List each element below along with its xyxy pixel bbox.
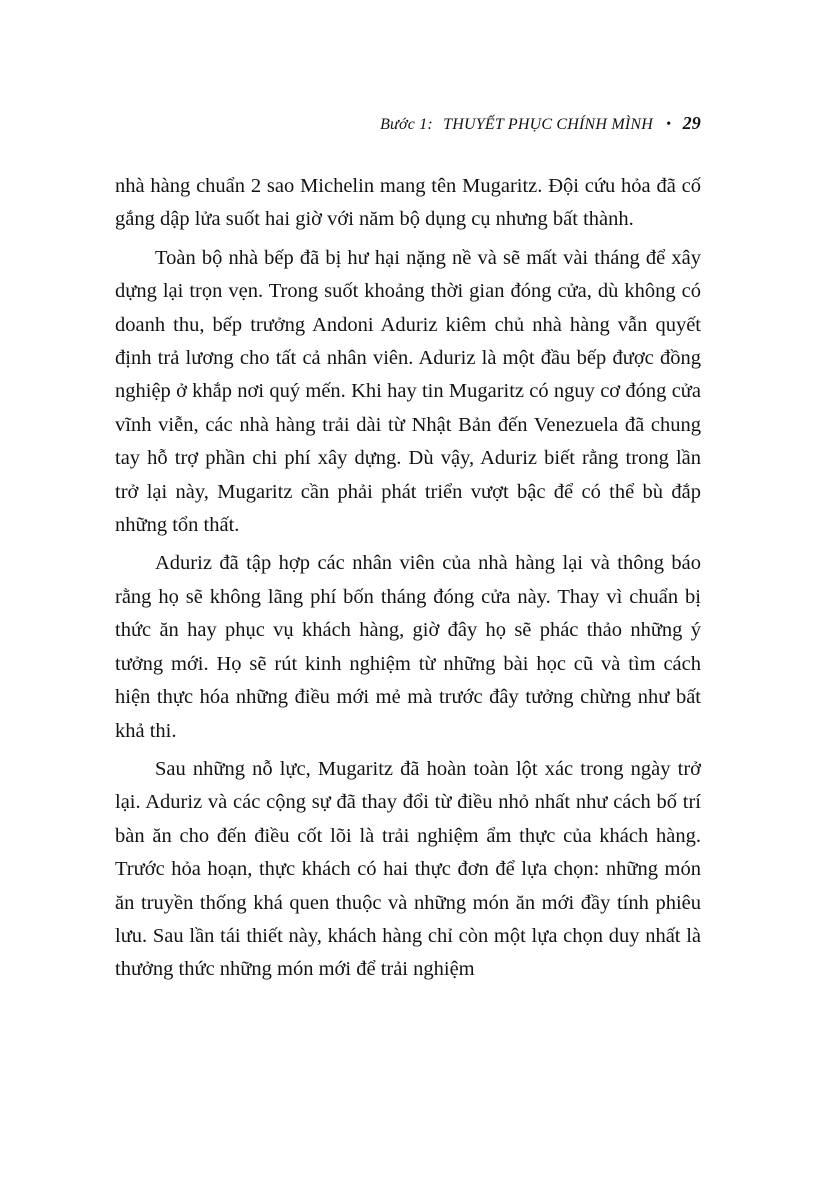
page-number: 29 [682, 113, 701, 133]
paragraph: Sau những nỗ lực, Mugaritz đã hoàn toàn lột xác trong ngày trở lại. Aduriz và các cộng sự đã thay đổi từ điều nhỏ nhất như cách bố trí bàn ăn cho đến điều cốt lõi là trải nghiệm ẩm thực của khách hàng. Trước hỏa hoạn, thực khách có hai thực đơn để lựa chọn: những món ăn truyền thống khá quen thuộc và những món ăn mới đầy tính phiêu lưu. Sau lần tái thiết này, khách hàng chỉ còn một lựa chọn duy nhất là thưởng thức những món mới để trải nghiệm [115, 757, 701, 981]
chapter-title: THUYẾT PHỤC CHÍNH MÌNH [443, 116, 654, 133]
chapter-label: Bước 1: [380, 116, 433, 133]
paragraph-continuation: nhà hàng chuẩn 2 sao Michelin mang tên Mugaritz. Đội cứu hỏa đã cố gắng dập lửa suốt hai giờ với năm bộ dụng cụ nhưng bất thành. [115, 175, 701, 231]
running-header [115, 113, 701, 134]
paragraph: Aduriz đã tập hợp các nhân viên của nhà hàng lại và thông báo rằng họ sẽ không lãng phí bốn tháng đóng cửa này. Thay vì chuẩn bị thức ăn hay phục vụ khách hàng, giờ đây họ sẽ phác thảo những ý tưởng mới. Họ sẽ rút kinh nghiệm từ những bài học cũ và tìm cách hiện thực hóa những điều mới mẻ mà trước đây tưởng chừng như bất khả thi. [115, 552, 701, 742]
paragraph: Toàn bộ nhà bếp đã bị hư hại nặng nề và sẽ mất vài tháng để xây dựng lại trọn vẹn. Trong suốt khoảng thời gian đóng cửa, dù không có doanh thu, bếp trưởng Andoni Aduriz kiêm chủ nhà hàng vẫn quyết định trả lương cho tất cả nhân viên. Aduriz là một đầu bếp được đồng nghiệp ở khắp nơi quý mến. Khi hay tin Mugaritz có nguy cơ đóng cửa vĩnh viễn, các nhà hàng trải dài từ Nhật Bản đến Venezuela đã chung tay hỗ trợ phần chi phí xây dựng. Dù vậy, Aduriz biết rằng trong lần trở lại này, Mugaritz cần phải phát triển vượt bậc để có thể bù đắp những tổn thất. [115, 246, 701, 537]
header-separator: • [666, 117, 672, 132]
body-text [115, 170, 701, 987]
